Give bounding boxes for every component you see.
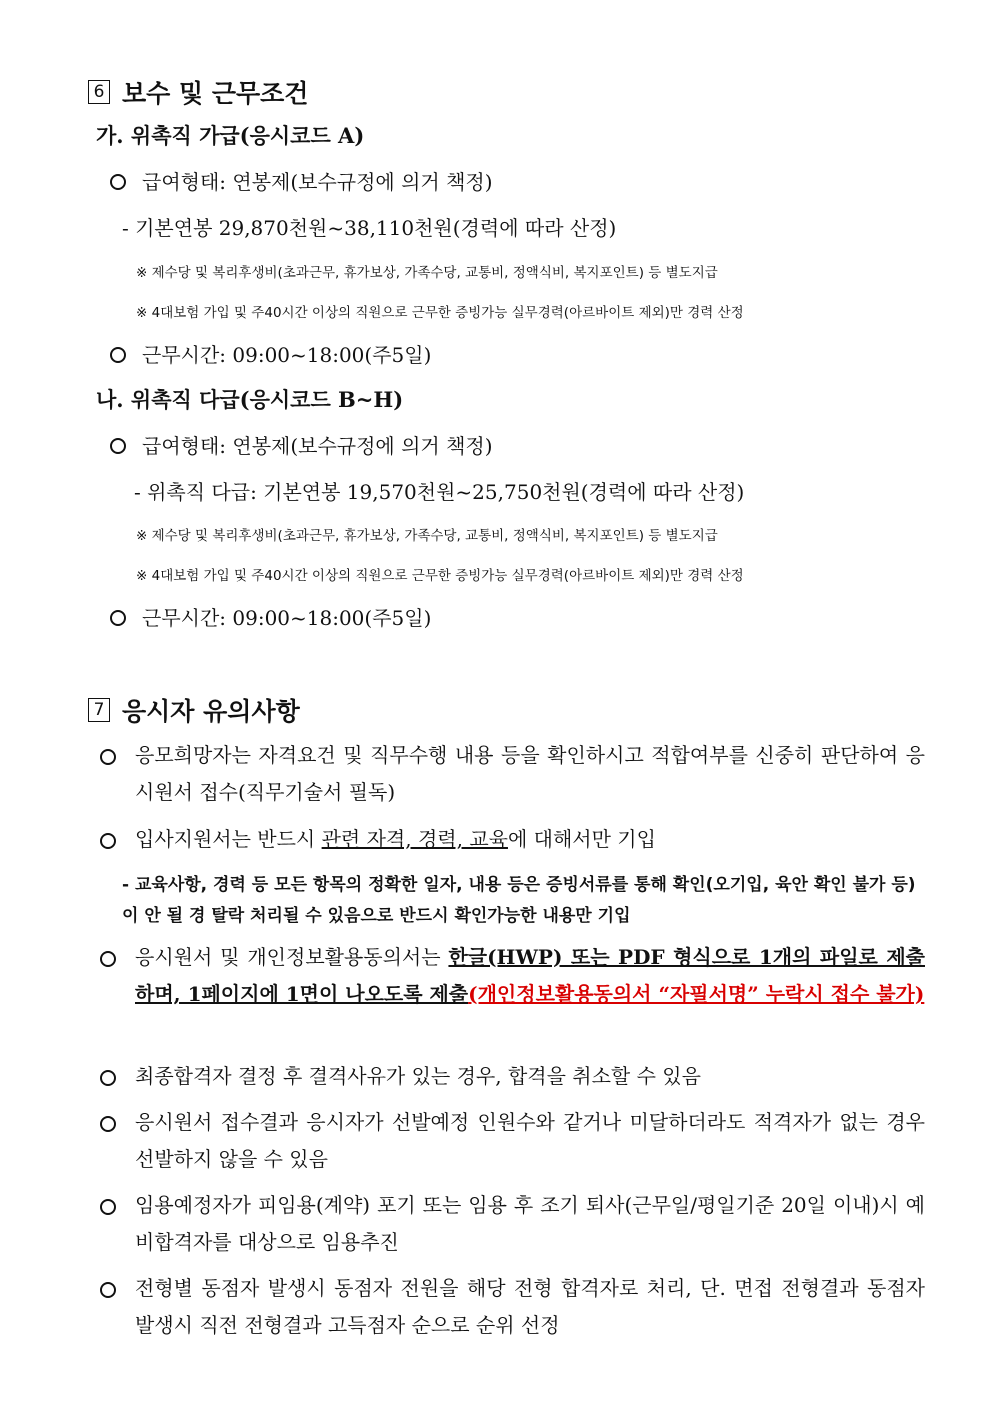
red-warning-text: (개인정보활용동의서 “자필서명” 누락시 접수 불가) bbox=[468, 982, 925, 1006]
circle-bullet-icon bbox=[110, 174, 126, 190]
ga-note-allowances: ※ 제수당 및 복리후생비(초과근무, 휴가보상, 가족수당, 교통비, 정액식비, 복지포인트) 등 별도지급 bbox=[136, 265, 718, 281]
ga-base-salary: - 기본연봉 29,870천원~38,110천원(경력에 따라 산정) bbox=[122, 216, 617, 240]
underlined-bold-text: 한글(HWP) 또는 PDF 형식으로 1개의 파일로 제출하며, 1페이지에 1면이 나오도록 제출 bbox=[135, 945, 925, 1006]
subsection-na-title: 나. 위촉직 다급(응시코드 B~H) bbox=[96, 387, 404, 412]
circle-bullet-icon bbox=[110, 347, 126, 363]
section-number-box: 6 bbox=[88, 80, 110, 104]
ga-work-hours: 근무시간: 09:00~18:00(주5일) bbox=[110, 339, 431, 368]
ga-pay-form: 급여형태: 연봉제(보수규정에 의거 책정) bbox=[110, 166, 493, 195]
circle-bullet-icon bbox=[100, 749, 116, 765]
ga-note-career: ※ 4대보험 가입 및 주40시간 이상의 직원으로 근무한 증빙가능 실무경력(아르바이트 제외)만 경력 산정 bbox=[136, 305, 744, 321]
section-number-box: 7 bbox=[88, 698, 110, 722]
underlined-text: 관련 자격, 경력, 교육 bbox=[321, 827, 508, 851]
section-title: 보수 및 근무조건 bbox=[122, 79, 309, 108]
circle-bullet-icon bbox=[100, 1116, 116, 1132]
na-work-hours: 근무시간: 09:00~18:00(주5일) bbox=[110, 602, 431, 631]
notice-item-2-note: - 교육사항, 경력 등 모든 항목의 정확한 일자, 내용 등은 증빙서류를 통해 확인(오기입, 육안 확인 불가 등)이 안 될 경 탈락 처리될 수 있음으로 반드시 확인가능한 내용만 기입 bbox=[122, 875, 916, 926]
circle-bullet-icon bbox=[100, 833, 116, 849]
circle-bullet-icon bbox=[100, 951, 116, 967]
circle-bullet-icon bbox=[100, 1070, 116, 1086]
na-note-career: ※ 4대보험 가입 및 주40시간 이상의 직원으로 근무한 증빙가능 실무경력(아르바이트 제외)만 경력 산정 bbox=[136, 568, 744, 584]
na-note-allowances: ※ 제수당 및 복리후생비(초과근무, 휴가보상, 가족수당, 교통비, 정액식비, 복지포인트) 등 별도지급 bbox=[136, 528, 718, 544]
section-title: 응시자 유의사항 bbox=[122, 697, 300, 726]
na-pay-form: 급여형태: 연봉제(보수규정에 의거 책정) bbox=[110, 430, 493, 459]
circle-bullet-icon bbox=[100, 1199, 116, 1215]
section-7-heading bbox=[88, 692, 300, 728]
subsection-ga-title: 가. 위촉직 가급(응시코드 A) bbox=[96, 123, 365, 148]
circle-bullet-icon bbox=[100, 1282, 116, 1298]
na-base-salary: - 위촉직 다급: 기본연봉 19,570천원~25,750천원(경력에 따라 산정) bbox=[134, 480, 745, 504]
circle-bullet-icon bbox=[110, 610, 126, 626]
document-page: 6 보수 및 근무조건 가. 위촉직 가급(응시코드 A) 급여형태: 연봉제(보수규정에 의거 책정) - 기본연봉 29,870천원~38,110천원(경력에 따라 산정) ※ 제수당 및 복리후생비(초과근무, 휴가보상, 가족수당, 교통비, 정액식비, 복지포인트) 등 별도지급 ※ 4대보험 가입 및 주40시간 이상의 직원으로 근무한 증빙가능 실무경력(아르바이트 제외)만 경력 산정 근무시간: 09:00~18:00(주5일) 나. 위촉직 다급(응시코드 B~H) 급여형태: 연봉제(보수규정에 의거 책정) - 위촉직 다급: 기본연봉 19,570천원~25,750천원(경력에 따라 산정) ※ 제수당 및 복리후생비(초과근무, 휴가보상, 가족수당, 교통비, 정액식비, 복지포인트) 등 별도지급 ※ 4대보험 가입 및 주40시간 이상의 직원으로 근무한 증빙가능 실무경력(아르바이트 제외)만 경력 산정 근무시간: 09:00~18:00(주5일) 7 응시자 유의사항 응모희망자는 자격요건 및 직무수행 내용 등을 확인하시고 적합여부를 신중히 판단하여 응시원서 접수(직무기술서 필독) 입사지원서는 반드시 관련 자격, 경력, 교육에 대해서만 기입 - 교육사항, 경력 등 모든 항목의 정확한 일자, 내용 등은 증빙서류를 통해 확인(오기입, 육안 확인 불가 등)이 안 될 경 탈락 처리될 수 있음으로 반드시 확인가능한 내용만 기입 응시원서 및 개인정보활용동의서는 한글(HWP) 또는 PDF 형식으로 1개의 파일로 제출하며, 1페이지에 1면이 나오도록 제출(개인정보활용동의서 “자필서명” 누락시 접수 불가) 최종합격자 결정 후 결격사유가 있는 경우, 합격을 취소할 수 있음 응시원서 접수결과 응시자가 선발예정 인원수와 같거나 미달하더라도 적격자가 없는 경우 선발하지 않을 수 있음 임용예정자가 피임용(계약) 포기 또는 임용 후 조기 퇴사(근무일/평일기준 20일 이내)시 예비합격자를 대상으로 임용추진 전형별 동점자 발생시 동점자 전원을 해당 전형 합격자로 처리, 단. 면접 전형결과 동점자 발생시 직전 전형결과 고득점자 순으로 순위 선정 bbox=[0, 0, 992, 1403]
circle-bullet-icon bbox=[110, 438, 126, 454]
section-6-heading bbox=[88, 74, 308, 110]
